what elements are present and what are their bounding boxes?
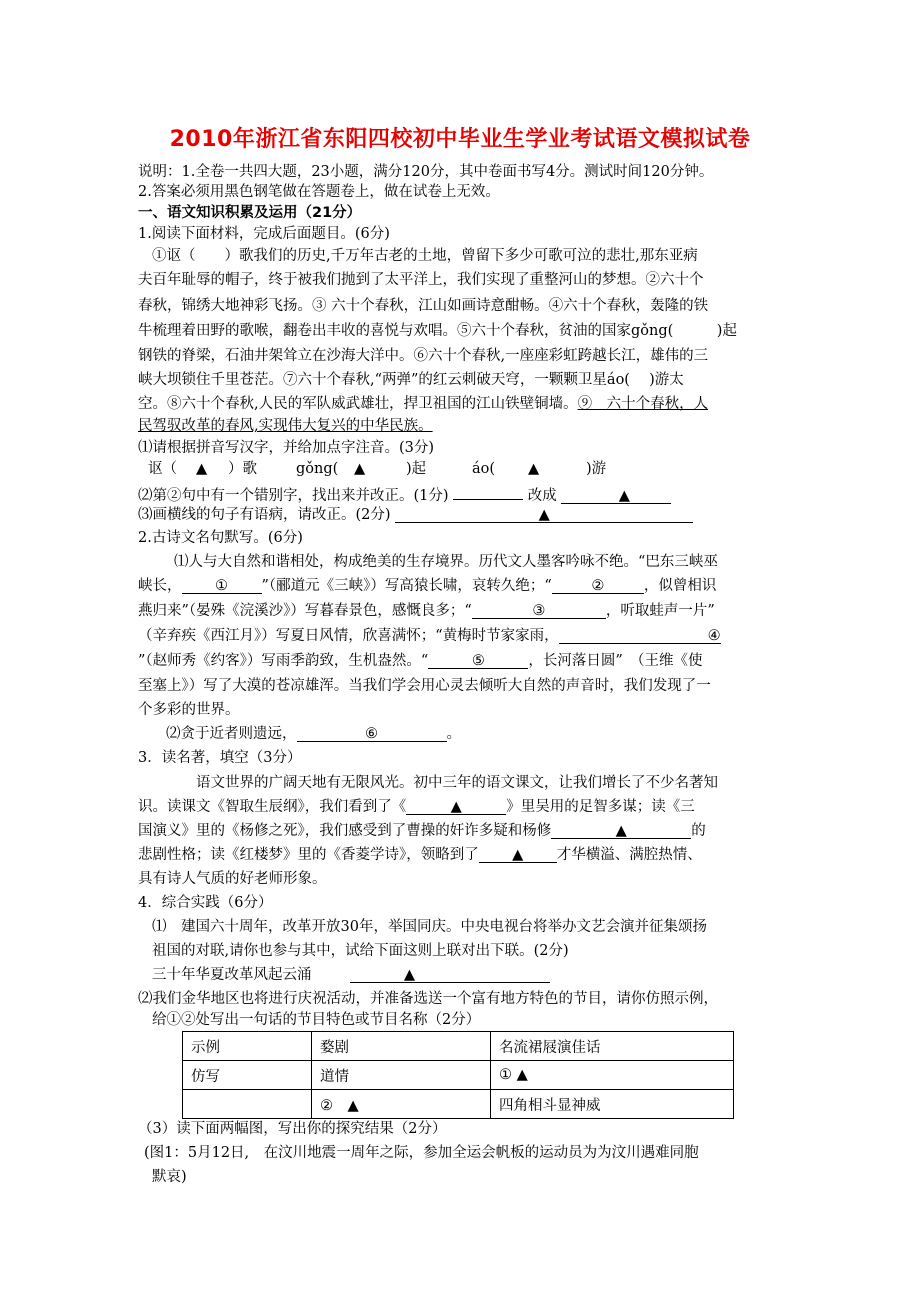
- q1-sub1: ⑴请根据拼音写汉字，并给加点字注音。(3分): [138, 440, 435, 456]
- table-cell: 婺剧: [312, 1032, 491, 1061]
- q1-underlined-sentence: ⑨ 六十个春秋，人: [577, 396, 709, 412]
- fig1-caption: 默哀): [152, 1169, 187, 1185]
- q3-text: 》里吴用的足智多谋；读《三: [506, 799, 695, 815]
- answer-blank[interactable]: [559, 626, 721, 644]
- answer-mark: ▲: [354, 461, 366, 477]
- answer-blank[interactable]: [428, 651, 528, 669]
- table-cell[interactable]: ② ▲: [312, 1090, 491, 1119]
- table-cell: 四角相斗显神威: [491, 1090, 734, 1119]
- answer-mark: ①: [215, 578, 228, 594]
- q1-passage-line: 峡大坝锁住千里苍茫。⑦六十个春秋,“两弹”的红云刺破天穹，一颗颗卫星áo( )游太: [138, 372, 684, 388]
- answer-blank[interactable]: [552, 576, 644, 594]
- q2-text: 峡长，: [138, 578, 182, 594]
- page-title: 2010年浙江省东阳四校初中毕业生学业考试语文模拟试卷: [169, 127, 751, 152]
- answer-mark: ▲: [618, 488, 630, 504]
- q3-text: 国演义》里的《杨修之死》，我们感受到了曹操的奸诈多疑和杨修: [138, 823, 552, 839]
- q3-line: [138, 845, 702, 865]
- q2-line: [138, 601, 715, 621]
- answer-mark: ▲: [615, 823, 627, 839]
- q2-text: ”（郦道元《三峡》）写高猿长啸，哀转久绝；: [261, 578, 545, 594]
- q2-text: 燕归来”（晏殊《浣溪沙》）写暮春景色，感慨良多；“: [138, 603, 472, 619]
- answer-mark: ⑥: [365, 726, 378, 742]
- answer-label: )游: [586, 461, 607, 477]
- q4-sub2-line: ⑵我们金华地区也将进行庆祝活动，并准备选送一个富有地方特色的节目，请你仿照示例，: [138, 991, 718, 1007]
- q2-text: ，长河落日圆” （王维《使: [528, 653, 703, 669]
- couplet-upper: 三十年华夏改革风起云涌: [152, 967, 312, 983]
- table-row: [183, 1061, 734, 1090]
- answer-mark: ▲: [528, 461, 540, 477]
- answer-label: ）歌: [228, 461, 257, 477]
- answer-mark: ▲: [512, 847, 524, 863]
- q3-text: 的: [691, 823, 706, 839]
- q2-line: [138, 626, 721, 646]
- answer-blank[interactable]: [561, 486, 671, 504]
- answer-mark: ④: [707, 628, 721, 644]
- answer-blank[interactable]: [395, 505, 693, 523]
- q4-sub3: （3）读下面两幅图，写出你的探究结果（2分）: [138, 1121, 447, 1137]
- table-cell: 名流裙屐演佳话: [491, 1032, 734, 1061]
- fig1-caption: (图1：5月12日, 在汶川地震一周年之际，参加全运会帆板的运动员为为汶川遇难同胞: [144, 1145, 699, 1161]
- table-row: [183, 1032, 734, 1061]
- q3-line: [138, 821, 706, 841]
- q2-text: ，似曾相识: [643, 578, 717, 594]
- q2-line: ⑴人与大自然和谐相处，构成绝美的生存境界。历代文人墨客吟咏不绝。“巴东三峡巫: [174, 554, 718, 570]
- q4-heading: 4．综合实践（6分）: [138, 895, 273, 911]
- q3-text: 才华横溢、满腔热情、: [556, 847, 702, 863]
- table-cell[interactable]: ① ▲: [491, 1061, 734, 1090]
- q1-passage-line: 夫百年耻辱的帽子，终于被我们抛到了太平洋上，我们实现了重整河山的梦想。②六十个: [138, 272, 704, 288]
- answer-mark: ▲: [403, 967, 416, 983]
- answer-label: 讴（: [148, 461, 177, 477]
- q3-text: 识。读课文《智取生辰纲》，我们看到了《: [138, 799, 407, 815]
- answer-blank[interactable]: [479, 845, 557, 863]
- q2-line: ⑵贪于近者则遗远， ⑥ 。: [166, 726, 461, 742]
- answer-mark: ⑤: [471, 653, 485, 669]
- q1-underlined-sentence: 民驾驭改革的春风,实现伟大复兴的中华民族。: [138, 418, 433, 434]
- table-cell: 仿写: [183, 1061, 312, 1090]
- table-row: [183, 1090, 734, 1119]
- answer-blank[interactable]: [350, 965, 550, 983]
- answer-mark: ③: [532, 603, 546, 619]
- q3-line: 具有诗人气质的好老师形象。: [138, 871, 327, 887]
- q3-line: [138, 797, 695, 817]
- q1-passage-line: 牛梳理着田野的歌喉，翻卷出丰收的喜悦与欢唱。⑤六十个春秋，贫油的国家gǒng( )起: [138, 323, 737, 339]
- imitation-table: [182, 1031, 734, 1119]
- table-cell: 道情: [312, 1061, 491, 1090]
- section-1-heading: 一、语文知识积累及运用（21分）: [138, 205, 362, 221]
- q2-text: （辛弃疾《西江月》）写夏日风情，欣喜满怀；“黄梅时节家家雨，: [138, 628, 559, 644]
- q2-text: ，听取蛙声一片”: [605, 603, 715, 619]
- instructions-line-2: 2.答案必须用黑色钢笔做在答题卷上，做在试卷上无效。: [138, 184, 500, 200]
- q2-line: 至塞上》）写了大漠的苍凉雄浑。当我们学会用心灵去倾听大自然的声音时，我们发现了一: [138, 678, 711, 694]
- q2-line: [138, 651, 703, 671]
- q4-sub1-line: ⑴ 建国六十周年，改革开放30年，举国同庆。中央电视台将举办文艺会演并征集颂扬: [152, 919, 707, 935]
- answer-blank[interactable]: [297, 724, 447, 742]
- q1-sub3: ⑶画横线的句子有语病，请改正。(2分): [138, 507, 391, 523]
- table-cell: [183, 1090, 312, 1119]
- q1-sub3-line: [138, 505, 693, 525]
- answer-blank[interactable]: [453, 482, 523, 500]
- q1-passage-line: ①讴（ ）歌我们的历史,千万年古老的土地，曾留下多少可歌可泣的悲壮,那东亚病: [152, 248, 698, 264]
- q2-line: 个多彩的世界。: [138, 702, 240, 718]
- q4-sub1-line: 祖国的对联,请你也参与其中，试给下面这则上联对出下联。(2分): [152, 943, 569, 959]
- answer-mark: ▲: [196, 461, 208, 477]
- q1-passage-text: 空。⑧六十个春秋,人民的军队威武雄壮，捍卫祖国的江山铁壁铜墙。: [138, 396, 578, 412]
- answer-blank[interactable]: [551, 821, 691, 839]
- answer-blank[interactable]: [406, 797, 506, 815]
- q3-line: 语文世界的广阔天地有无限风光。初中三年的语文课文，让我们增长了不少名著知: [196, 775, 718, 791]
- q1-sub2: ⑵第②句中有一个错别字，找出来并改正。(1分): [138, 488, 449, 504]
- answer-label: )起: [406, 461, 427, 477]
- q2-text: ⑵贪于近者则遗远，: [166, 726, 297, 742]
- q2-heading: 2.古诗文名句默写。(6分): [138, 530, 303, 546]
- q2-text: ”（赵师秀《约客》）写雨季韵致，生机盎然。“: [138, 653, 429, 669]
- q1-passage-line: 钢铁的脊梁，石油井架耸立在沙海大洋中。⑥六十个春秋,一座座彩虹跨越长江，雄伟的三: [138, 348, 709, 364]
- answer-mark: ▲: [538, 507, 550, 523]
- q3-text: 悲剧性格；读《红楼梦》里的《香菱学诗》，领略到了: [138, 847, 479, 863]
- q2-line: 峡长， ① ”（郦道元《三峡》）写高猿长啸，哀转久绝；“ ② ，似曾相识: [138, 578, 717, 594]
- answer-mark: ②: [591, 578, 605, 594]
- answer-label: áo(: [472, 461, 496, 477]
- q4-sub2-line: 给①②处写出一句话的节目特色或节目名称（2分）: [152, 1012, 481, 1028]
- answer-blank[interactable]: [182, 576, 262, 594]
- q4-couplet-line: [152, 965, 550, 985]
- q3-heading: 3．读名著，填空（3分）: [138, 750, 302, 766]
- instructions-line-1: 说明：1.全卷一共四大题，23小题，满分120分，其中卷面书写4分。测试时间120分钟。: [138, 164, 714, 180]
- q1-passage-line: [138, 394, 708, 414]
- answer-blank[interactable]: [472, 601, 606, 619]
- q1-passage-line: 春秋，锦绣大地神彩飞扬。③ 六十个春秋，江山如画诗意酣畅。④六十个春秋，轰隆的铁: [138, 298, 709, 314]
- q1-heading: 1.阅读下面材料，完成后面题目。(6分): [138, 226, 390, 242]
- q1-sub2-line: [138, 482, 671, 506]
- table-cell: 示例: [183, 1032, 312, 1061]
- answer-label: gǒng(: [296, 461, 339, 477]
- q1-sub2-mid: 改成: [527, 488, 557, 504]
- answer-mark: ▲: [450, 799, 462, 815]
